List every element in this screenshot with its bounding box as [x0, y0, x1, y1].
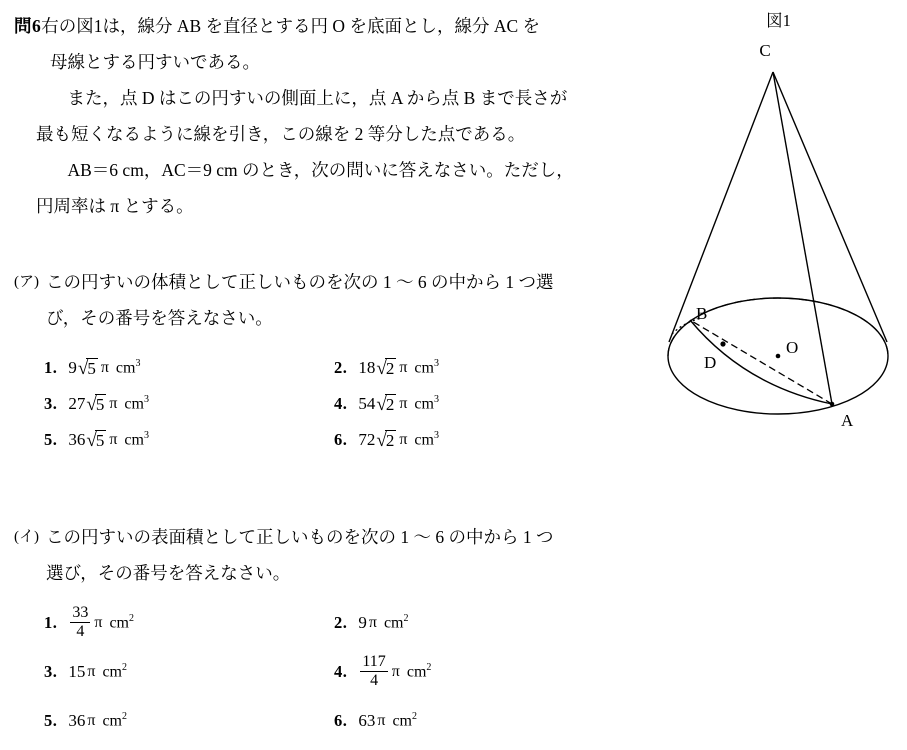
- option-a-2-unit: $cm^3$: [414, 358, 439, 377]
- option-b-4-numerator: 117: [362, 653, 386, 670]
- option-a-3-unit: $cm^3$: [124, 394, 149, 413]
- option-a-4-unit: $cm^3$: [414, 394, 439, 413]
- option-a-2-expression: [358, 358, 439, 378]
- label-o: O: [786, 338, 799, 357]
- slant-line-right: [773, 72, 887, 342]
- statement-line-2: 母線とする円すいである。: [50, 52, 260, 72]
- slant-line-left: [669, 72, 773, 342]
- point-a-marker: [830, 402, 835, 407]
- option-b-2-number: 2.: [334, 612, 348, 632]
- option-a-2-radicand: 2: [385, 359, 395, 378]
- option-b-2-pi: π: [368, 613, 377, 631]
- option-b-2-expression: [358, 613, 408, 633]
- option-b-3-unit: $cm^2$: [102, 661, 127, 681]
- statement-line-1: 右の図1は，線分 AB を直径とする円 O を底面とし，線分 AC を: [41, 16, 541, 36]
- fraction-icon: [360, 654, 387, 689]
- option-b-3[interactable]: [44, 647, 334, 696]
- option-b-1-pi: π: [94, 613, 103, 631]
- option-b-4-unit: $cm^2$: [406, 661, 432, 681]
- statement-line-3: また，点 D はこの円すいの側面上に，点 A から点 B まで長さが: [50, 88, 568, 108]
- option-b-4-number: 4.: [334, 661, 348, 681]
- option-a-6-number: 6.: [334, 430, 348, 449]
- statement-line-6: 円周率は π とする。: [36, 196, 194, 216]
- sub-question-b-marker: (イ): [14, 529, 39, 545]
- option-a-3-expression: [68, 394, 149, 414]
- option-a-4-coefficient: 54: [358, 394, 376, 413]
- options-list-a: [44, 350, 644, 458]
- option-b-3-expression: [68, 662, 127, 682]
- option-a-4[interactable]: [334, 386, 624, 422]
- option-a-2-number: 2.: [334, 358, 348, 377]
- option-a-5-expression: [68, 430, 149, 450]
- sub-question-b-line-2: 選び，その番号を答えなさい。: [46, 563, 291, 583]
- square-root-icon: √ 2: [376, 394, 395, 415]
- square-root-icon: √ 2: [376, 430, 395, 451]
- option-b-5-coefficient: 36: [68, 710, 86, 730]
- option-a-4-expression: [358, 394, 439, 414]
- option-a-5-pi: π: [109, 431, 118, 448]
- option-a-6-unit: $cm^3$: [414, 430, 439, 449]
- option-b-6[interactable]: [334, 696, 624, 745]
- statement-line-4: 最も短くなるように線を引き，この線を 2 等分した点である。: [36, 124, 526, 144]
- option-a-5-coefficient: 36: [68, 430, 86, 449]
- option-b-3-pi: π: [87, 662, 96, 680]
- option-a-4-radicand: 2: [385, 395, 395, 414]
- option-a-1-unit: $cm^3$: [115, 358, 141, 377]
- option-a-1-expression: [68, 358, 140, 378]
- option-a-1-pi: π: [100, 359, 109, 376]
- option-b-5-pi: π: [87, 711, 96, 729]
- fraction-icon: [70, 605, 90, 640]
- sub-question-a-line-1: この円すいの体積として正しいものを次の 1 ～ 6 の中から 1 つ選: [46, 272, 554, 292]
- square-root-icon: √ 2: [376, 358, 395, 379]
- option-a-6-radicand: 2: [385, 431, 395, 450]
- option-b-6-number: 6.: [334, 710, 348, 730]
- sub-question-a-marker: (ア): [14, 274, 39, 290]
- option-b-2-coefficient: 9: [358, 612, 367, 632]
- option-b-1-expression: [68, 605, 134, 640]
- point-d-marker: [720, 341, 725, 346]
- option-b-5[interactable]: [44, 696, 334, 745]
- label-c: C: [759, 41, 771, 60]
- option-a-5-number: 5.: [44, 430, 58, 449]
- square-root-icon: √ 5: [86, 394, 105, 415]
- option-a-2-coefficient: 18: [358, 358, 376, 377]
- figure-caption: 図1: [766, 11, 791, 30]
- option-b-1-numerator: 33: [72, 604, 89, 621]
- problem-number: 問6: [14, 16, 42, 36]
- sub-question-b-line-1: この円すいの表面積として正しいものを次の 1 ～ 6 の中から 1 つ: [46, 527, 554, 547]
- option-a-1[interactable]: [44, 350, 334, 386]
- problem-statement: [14, 8, 638, 224]
- option-a-6-coefficient: 72: [358, 430, 376, 449]
- option-a-6-pi: π: [399, 431, 408, 448]
- option-a-6[interactable]: [334, 422, 624, 458]
- option-b-5-expression: [68, 711, 127, 731]
- option-a-1-radicand: 5: [87, 359, 96, 378]
- option-a-3-pi: π: [109, 395, 118, 412]
- sub-question-a-line-2: び，その番号を答えなさい。: [46, 308, 273, 328]
- option-b-1-denominator: 4: [70, 622, 90, 640]
- label-a: A: [841, 411, 854, 430]
- option-a-4-number: 4.: [334, 394, 348, 413]
- option-b-4-expression: [358, 654, 431, 689]
- option-b-5-number: 5.: [44, 710, 58, 730]
- label-d: D: [704, 353, 717, 372]
- statement-line-5: AB＝6 cm，AC＝9 cm のとき，次の問いに答えなさい。ただし，: [50, 160, 574, 180]
- option-a-3-coefficient: 27: [68, 394, 86, 413]
- options-list-b: [44, 598, 644, 745]
- option-a-6-expression: [358, 430, 439, 450]
- option-a-5-unit: $cm^3$: [124, 430, 149, 449]
- option-a-3-number: 3.: [44, 394, 58, 413]
- option-b-5-unit: $cm^2$: [102, 710, 127, 730]
- option-b-3-coefficient: 15: [68, 661, 86, 681]
- option-a-2[interactable]: [334, 350, 624, 386]
- option-b-6-unit: $cm^2$: [392, 710, 417, 730]
- option-b-1-number: 1.: [44, 612, 58, 632]
- option-b-2-unit: $cm^2$: [383, 612, 409, 632]
- option-b-6-expression: [358, 711, 417, 731]
- generator-line-ca: [773, 72, 832, 404]
- label-b: B: [696, 304, 708, 323]
- option-a-1-number: 1.: [44, 358, 58, 377]
- option-a-2-pi: π: [399, 359, 408, 376]
- option-b-3-number: 3.: [44, 661, 58, 681]
- option-b-1-unit: $cm^2$: [109, 612, 134, 632]
- option-a-4-pi: π: [399, 395, 408, 412]
- square-root-icon: √ 5: [86, 430, 105, 451]
- option-a-1-coefficient: 9: [68, 358, 77, 377]
- option-b-6-pi: π: [377, 711, 386, 729]
- square-root-icon: √ 5: [77, 358, 96, 379]
- option-b-2[interactable]: [334, 598, 624, 647]
- option-a-5-radicand: 5: [95, 431, 105, 450]
- option-b-4[interactable]: [334, 647, 624, 696]
- option-b-6-coefficient: 63: [358, 710, 376, 730]
- sub-question-b: [14, 519, 638, 591]
- option-a-5[interactable]: [44, 422, 334, 458]
- option-b-4-pi: π: [391, 662, 400, 680]
- point-o-marker: [776, 354, 781, 359]
- sub-question-a: [14, 264, 638, 336]
- option-b-4-denominator: 4: [360, 671, 387, 689]
- option-a-3[interactable]: [44, 386, 334, 422]
- option-b-1[interactable]: [44, 598, 334, 647]
- option-a-3-radicand: 5: [95, 395, 105, 414]
- cone-diagram: [650, 26, 907, 446]
- figure-column: [650, 0, 907, 460]
